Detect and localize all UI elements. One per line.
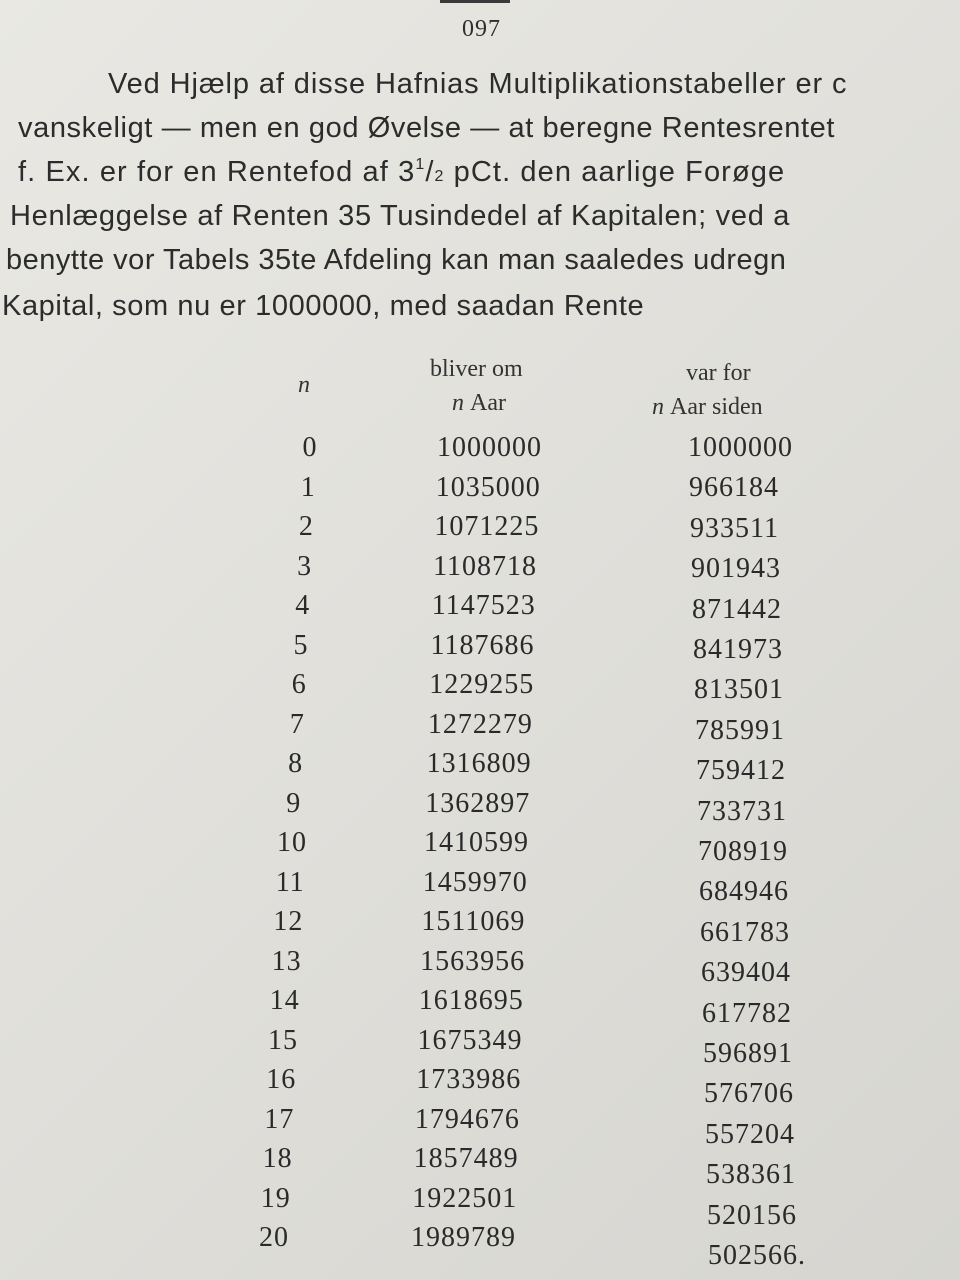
table-row (0, 1064, 960, 1110)
header-future-line2: n Aar (452, 390, 506, 416)
cell-past-value: 639404 (701, 957, 791, 989)
cell-future-value: 1410599 (424, 827, 529, 858)
table-row (0, 867, 960, 907)
table-row (0, 590, 960, 630)
cell-n: 4 (295, 590, 311, 621)
cell-n: 5 (293, 629, 309, 661)
cell-future-value: 1794676 (414, 1103, 520, 1135)
top-rule-divider (440, 0, 510, 3)
table-row (0, 669, 960, 709)
cell-n: 2 (298, 511, 314, 542)
table-row (0, 827, 960, 867)
cell-past-value: 557204 (705, 1118, 795, 1150)
cell-n: 7 (289, 708, 305, 740)
cell-future-value: 1316809 (426, 748, 532, 779)
page-number: 097 (462, 16, 501, 42)
cell-past-value: 966184 (689, 472, 779, 504)
table-row (0, 1103, 960, 1150)
cell-future-value: 1272279 (427, 708, 533, 740)
cell-n: 0 (302, 432, 318, 463)
cell-past-value: 538361 (706, 1159, 796, 1191)
cell-n: 6 (291, 669, 307, 700)
cell-n: 20 (259, 1222, 289, 1253)
header-future-line1: bliver om (430, 356, 523, 382)
cell-future-value: 1035000 (435, 471, 541, 503)
table-row (0, 945, 960, 989)
paragraph-line-3-end: pCt. den aarlige Forøge (444, 156, 786, 188)
fraction-slash: / (425, 156, 435, 188)
paragraph-line-1: Ved Hjælp af disse Hafnias Multiplikationstabeller er c (108, 68, 848, 100)
table-row (0, 985, 960, 1029)
cell-future-value: 1989789 (411, 1222, 516, 1253)
cell-future-value: 1000000 (437, 432, 542, 463)
cell-past-value: 617782 (702, 997, 792, 1029)
cell-past-value: 759412 (696, 755, 786, 787)
cell-n: 10 (277, 827, 307, 858)
cell-future-value: 1187686 (430, 629, 535, 661)
cell-past-value: 933511 (690, 512, 779, 544)
paragraph-line-4: Henlæggelse af Renten 35 Tusindedel af Kapitalen; ved a (10, 200, 791, 232)
table-row (0, 1182, 960, 1231)
cell-n: 12 (273, 906, 304, 937)
cell-past-value: 733731 (697, 795, 787, 827)
cell-n: 3 (297, 550, 313, 582)
cell-past-value: 901943 (691, 553, 781, 585)
cell-future-value: 1857489 (413, 1143, 519, 1174)
header-past-line1: var for (686, 360, 751, 386)
cell-future-value: 1459970 (422, 866, 528, 898)
table-row (0, 432, 960, 472)
cell-n: 8 (288, 748, 304, 779)
header-past-line2: n Aar siden (652, 394, 763, 420)
cell-past-value: 813501 (694, 674, 784, 706)
paragraph-line-2: vanskeligt — men en god Øvelse — at beregne Rentesrentet (18, 112, 836, 144)
cell-future-value: 1922501 (412, 1182, 518, 1214)
cell-future-value: 1362897 (425, 787, 531, 819)
interest-table (0, 350, 960, 1270)
table-row (0, 748, 960, 788)
cell-n: 1 (300, 471, 316, 503)
paragraph-line-3-start: f. Ex. er for en Rentefod af 3 (18, 156, 416, 188)
cell-n: 19 (260, 1182, 291, 1214)
cell-past-value: 684946 (699, 876, 789, 908)
cell-n: 15 (268, 1024, 298, 1056)
cell-past-value: 785991 (695, 714, 785, 746)
table-row (0, 1024, 960, 1069)
table-row (0, 1222, 960, 1271)
paragraph-line-3 (18, 156, 785, 189)
cell-n: 18 (262, 1143, 293, 1174)
cell-n: 16 (266, 1064, 297, 1095)
cell-n: 14 (269, 985, 300, 1016)
table-row (0, 1143, 960, 1191)
fraction-numerator: 1 (415, 156, 426, 173)
cell-past-value: 576706 (704, 1078, 794, 1110)
cell-past-value: 661783 (700, 916, 790, 948)
table-row (0, 709, 960, 749)
cell-future-value: 1108718 (433, 550, 538, 582)
cell-n: 13 (271, 945, 302, 977)
paragraph-line-6: Kapital, som nu er 1000000, med saadan Rente (2, 290, 645, 322)
cell-past-value: 502566. (708, 1240, 806, 1271)
cell-past-value: 1000000 (688, 432, 793, 463)
cell-future-value: 1229255 (429, 669, 535, 700)
fraction-denominator: 2 (434, 168, 445, 185)
cell-past-value: 708919 (698, 836, 788, 867)
cell-future-value: 1071225 (434, 511, 540, 542)
header-n: n (298, 372, 310, 398)
cell-future-value: 1147523 (431, 590, 536, 621)
cell-n: 9 (286, 787, 302, 819)
cell-future-value: 1511069 (421, 906, 526, 937)
table-row (0, 906, 960, 946)
table-row (0, 788, 960, 828)
paragraph-line-5: benytte vor Tabels 35te Afdeling kan man saaledes udregn (6, 244, 787, 276)
cell-future-value: 1733986 (416, 1064, 522, 1095)
cell-future-value: 1675349 (417, 1024, 523, 1056)
cell-past-value: 520156 (707, 1199, 797, 1231)
cell-n: 11 (275, 866, 305, 898)
cell-future-value: 1618695 (418, 985, 524, 1016)
table-row (0, 511, 960, 551)
cell-past-value: 841973 (693, 634, 783, 665)
cell-future-value: 1563956 (420, 945, 526, 977)
table-row (0, 472, 960, 512)
table-row (0, 630, 960, 670)
cell-past-value: 596891 (703, 1038, 793, 1069)
cell-past-value: 871442 (692, 593, 782, 625)
table-row (0, 551, 960, 591)
cell-n: 17 (264, 1103, 295, 1135)
